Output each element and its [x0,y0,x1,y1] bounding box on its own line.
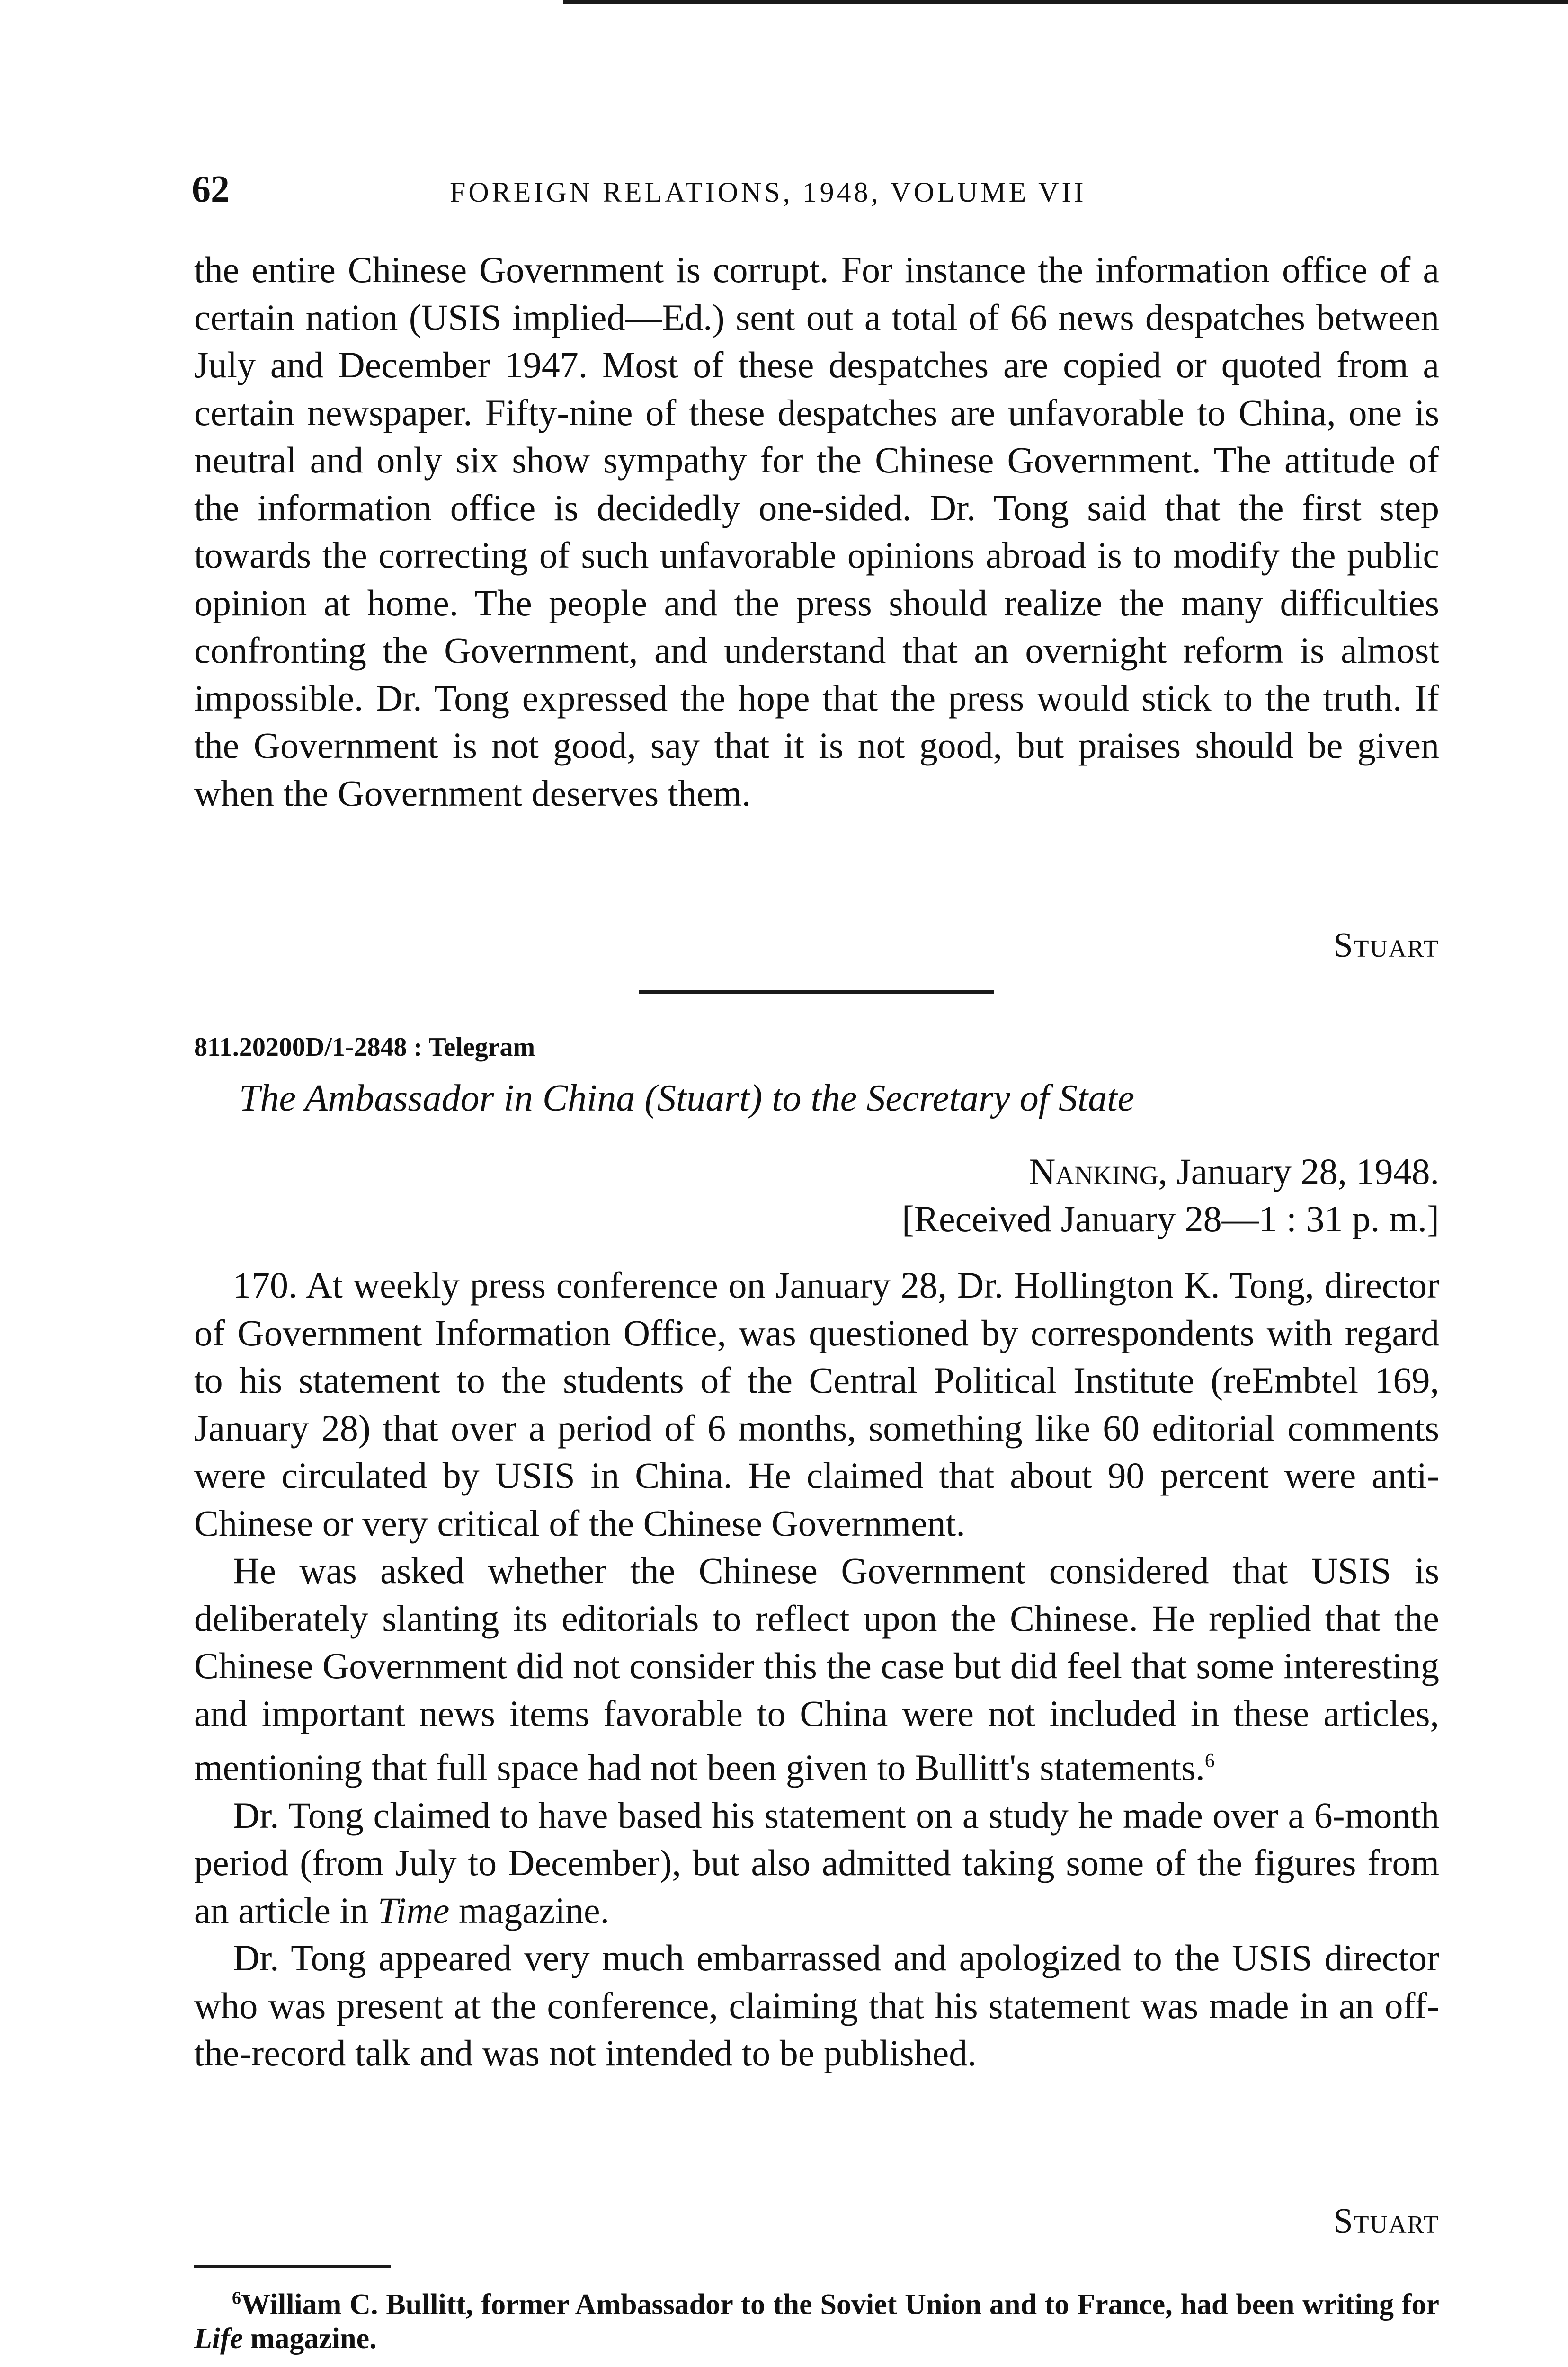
dateline-date: January 28, 1948. [1167,1151,1439,1192]
body-paragraph-3-before: Dr. Tong claimed to have based his statement on a study he made over a 6-month period (from July to December), but also admitted taking some of the figures from an article in [194,1794,1439,1931]
section-divider [639,990,994,994]
footnote-marker: 6 [232,2288,241,2308]
document-title: The Ambassador in China (Stuart) to the Secretary of State [239,1077,1134,1119]
continuation-paragraph: the entire Chinese Government is corrupt. For instance the information office of a certain nation (USIS implied—Ed.) sent out a total of 66 news despatches between July and December 1947. Most of these despatches are copied or quoted from a certain newspaper. Fifty-nine of these despatches are unfavorable to China, one is neutral and only six show sympathy for the Chinese Government. The attitude of the information office is decidedly one-sided. Dr. Tong said that the first step towards the correcting of such unfavorable opinions abroad is to modify the public opinion at home. The people and the press should realize the many difficulties confronting the Government, and understand that an overnight reform is almost impossible. Dr. Tong expressed the hope that the press would stick to the truth. If the Government is not good, say that it is not good, but praises should be given when the Government deserves them. [194,249,1439,814]
body-paragraph-3-italic: Time [377,1889,450,1931]
top-rule [563,0,1568,4]
running-head: FOREIGN RELATIONS, 1948, VOLUME VII [450,177,1087,208]
footnote-text-italic: Life [194,2322,243,2355]
footnote-rule [194,2265,391,2268]
footnote [194,2281,1439,2356]
footnote-reference: 6 [1204,1750,1215,1772]
dateline [1029,1150,1439,1193]
footnote-text-after: magazine. [243,2322,377,2355]
file-reference: 811.20200D/1-2848 : Telegram [194,1032,535,1062]
body-paragraph-4: Dr. Tong appeared very much embarrassed and apologized to the USIS director who was present at the conference, claiming that his statement was made in an off-the-record talk and was not intended to be published. [194,1937,1439,2073]
page-number: 62 [192,169,230,210]
body-paragraph-2-text: He was asked whether the Chinese Government considered that USIS is deliberately slanting its editorials to reflect upon the Chinese. He replied that the Chinese Government did not consider this the case but did feel that some interesting and important news items favorable to China were not included in these articles, mentioning that full space had not been given to Bullitt's statements. [194,1550,1439,1788]
telegram-body [194,1262,1439,2077]
body-paragraph-2 [194,1547,1439,1792]
signature-stuart-first: Stuart [1333,926,1439,965]
dateline-city: Nanking, [1029,1151,1167,1192]
footnote-text-before: William C. Bullitt, former Ambassador to the Soviet Union and to France, had been writing for [241,2288,1439,2321]
body-paragraph-3-after: magazine. [449,1889,610,1931]
continuation-paragraph-block [194,246,1439,817]
received-line: [Received January 28—1 : 31 p. m.] [901,1198,1439,1239]
body-paragraph-1: 170. At weekly press conference on January 28, Dr. Hollington K. Tong, director of Government Information Office, was questioned by correspondents with regard to his statement to the students of the Central Political Institute (reEmbtel 169, January 28) that over a period of 6 months, something like 60 editorial comments were circulated by USIS in China. He claimed that about 90 percent were anti-Chinese or very critical of the Chinese Government. [194,1264,1439,1544]
body-paragraph-3 [194,1792,1439,1935]
signature-stuart-second: Stuart [1333,2202,1439,2241]
